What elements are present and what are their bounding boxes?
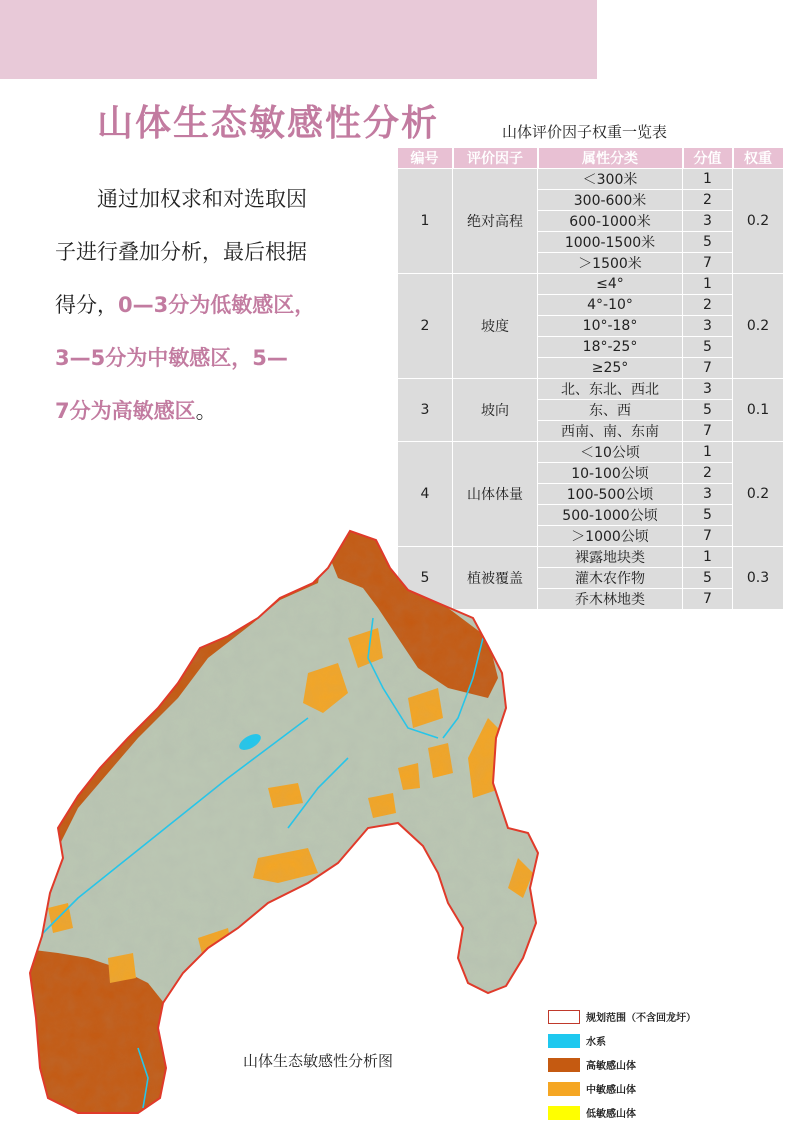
cell-attribute: ＞1500米 (538, 253, 683, 274)
map-caption: 山体生态敏感性分析图 (243, 1052, 394, 1070)
header-factor: 评价因子 (453, 148, 538, 169)
cell-attribute: 10°-18° (538, 316, 683, 337)
cell-factor-id: 4 (398, 442, 453, 547)
cell-weight: 0.1 (733, 379, 784, 442)
intro-line-3: 得分， (55, 293, 118, 317)
cell-factor-id: 5 (398, 547, 453, 610)
cell-factor-id: 2 (398, 274, 453, 379)
legend-label-high: 高敏感山体 (586, 1061, 636, 1072)
cell-attribute: 600-1000米 (538, 211, 683, 232)
table-row (398, 169, 784, 190)
cell-score: 1 (683, 169, 733, 190)
cell-attribute: 100-500公顷 (538, 484, 683, 505)
cell-factor-id: 1 (398, 169, 453, 274)
cell-score: 2 (683, 463, 733, 484)
cell-attribute: 北、东北、西北 (538, 379, 683, 400)
intro-line-1: 通过加权求和对选取因 (97, 187, 307, 211)
legend-label-low: 低敏感山体 (586, 1109, 636, 1120)
cell-factor-name: 绝对高程 (453, 169, 538, 274)
cell-attribute: 乔木林地类 (538, 589, 683, 610)
cell-attribute: 500-1000公顷 (538, 505, 683, 526)
cell-score: 5 (683, 505, 733, 526)
intro-line-2: 子进行叠加分析，最后根据 (55, 240, 307, 264)
mid-sensitivity-range: 3—5分为中敏感区，5— (55, 346, 288, 370)
cell-attribute: ≥25° (538, 358, 683, 379)
legend-swatch-water (548, 1034, 580, 1048)
cell-factor-name: 坡度 (453, 274, 538, 379)
table-row (398, 274, 784, 295)
intro-period: 。 (195, 399, 217, 423)
cell-score: 1 (683, 274, 733, 295)
legend-swatch-mid (548, 1082, 580, 1096)
cell-score: 1 (683, 547, 733, 568)
cell-attribute: ＜10公顷 (538, 442, 683, 463)
cell-score: 3 (683, 484, 733, 505)
cell-attribute: 1000-1500米 (538, 232, 683, 253)
cell-score: 3 (683, 211, 733, 232)
cell-weight: 0.2 (733, 442, 784, 547)
cell-weight: 0.2 (733, 274, 784, 379)
sensitivity-map (18, 528, 548, 1118)
intro-paragraph (55, 173, 400, 438)
legend-swatch-boundary (548, 1010, 580, 1024)
legend-swatch-high (548, 1058, 580, 1072)
header-attribute: 属性分类 (538, 148, 683, 169)
cell-factor-name: 山体体量 (453, 442, 538, 547)
cell-score: 5 (683, 568, 733, 589)
legend-item-water (548, 1030, 768, 1054)
legend-label-mid: 中敏感山体 (586, 1085, 636, 1096)
header-weight: 权重 (733, 148, 784, 169)
cell-attribute: 18°-25° (538, 337, 683, 358)
top-decor-band (0, 0, 597, 79)
page-title: 山体生态敏感性分析 (97, 103, 440, 144)
legend-swatch-low (548, 1106, 580, 1120)
legend-item-boundary (548, 1006, 768, 1030)
cell-attribute: ＜300米 (538, 169, 683, 190)
cell-attribute: 4°-10° (538, 295, 683, 316)
cell-score: 7 (683, 589, 733, 610)
map-legend (548, 1006, 768, 1126)
header-score: 分值 (683, 148, 733, 169)
cell-score: 7 (683, 421, 733, 442)
cell-score: 5 (683, 400, 733, 421)
cell-score: 7 (683, 358, 733, 379)
table-row (398, 379, 784, 400)
cell-score: 7 (683, 526, 733, 547)
high-sensitivity-range: 7分为高敏感区 (55, 399, 196, 423)
cell-attribute: 300-600米 (538, 190, 683, 211)
cell-score: 3 (683, 316, 733, 337)
low-sensitivity-range: 0—3分为低敏感区， (118, 293, 316, 317)
legend-item-low (548, 1102, 768, 1126)
cell-score: 5 (683, 337, 733, 358)
table-caption: 山体评价因子权重一览表 (502, 123, 668, 141)
cell-weight: 0.2 (733, 169, 784, 274)
cell-score: 7 (683, 253, 733, 274)
header-id: 编号 (398, 148, 453, 169)
cell-attribute: ＞1000公顷 (538, 526, 683, 547)
cell-weight: 0.3 (733, 547, 784, 610)
cell-score: 5 (683, 232, 733, 253)
cell-attribute: 灌木农作物 (538, 568, 683, 589)
legend-item-high (548, 1054, 768, 1078)
cell-factor-name: 植被覆盖 (453, 547, 538, 610)
cell-attribute: 10-100公顷 (538, 463, 683, 484)
cell-score: 2 (683, 295, 733, 316)
table-header-row (398, 148, 784, 169)
cell-attribute: ≤4° (538, 274, 683, 295)
cell-attribute: 西南、南、东南 (538, 421, 683, 442)
cell-factor-id: 3 (398, 379, 453, 442)
legend-label-boundary: 规划范围（不含回龙圩） (586, 1013, 696, 1024)
legend-label-water: 水系 (586, 1037, 606, 1048)
cell-score: 2 (683, 190, 733, 211)
map-svg (18, 528, 548, 1118)
cell-score: 3 (683, 379, 733, 400)
cell-attribute: 东、西 (538, 400, 683, 421)
cell-score: 1 (683, 442, 733, 463)
table-row (398, 442, 784, 463)
cell-factor-name: 坡向 (453, 379, 538, 442)
legend-item-mid (548, 1078, 768, 1102)
cell-attribute: 裸露地块类 (538, 547, 683, 568)
